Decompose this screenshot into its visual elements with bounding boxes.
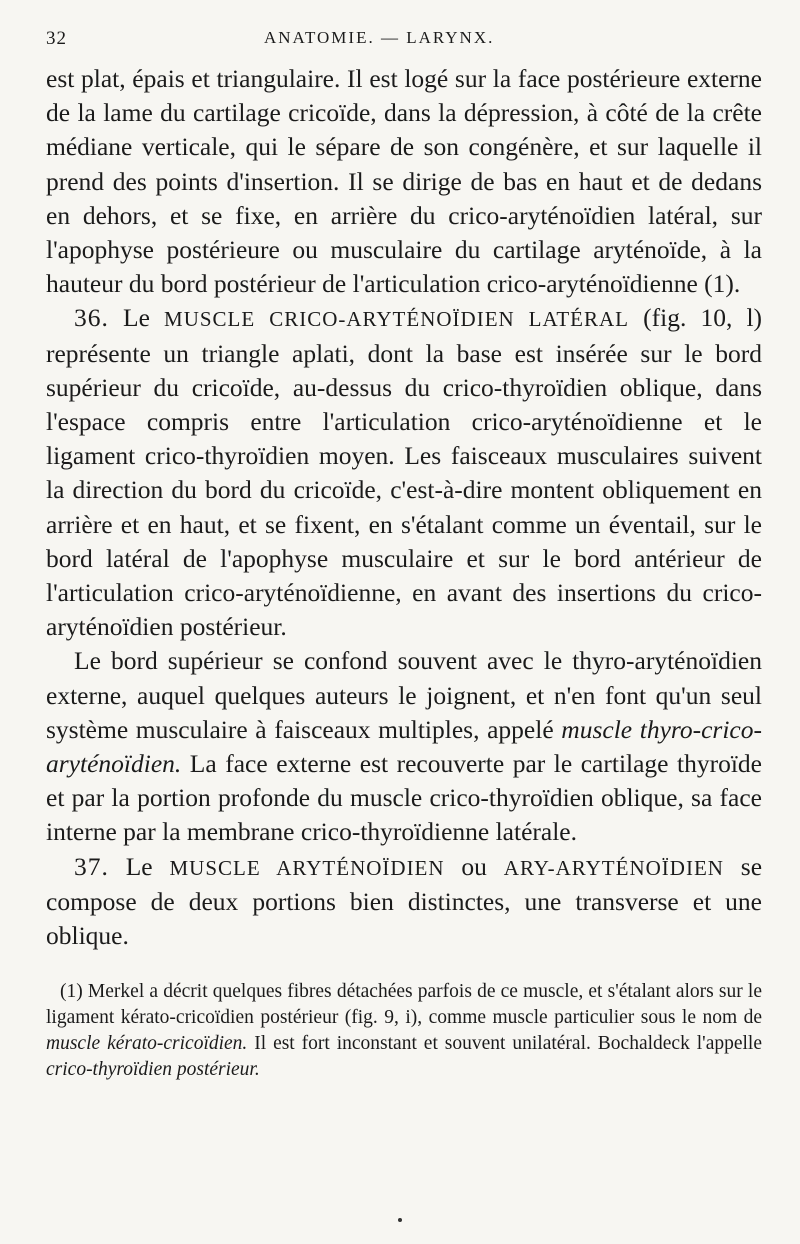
muscle-term-italic: muscle thyro-crico-aryténoïdien.	[46, 714, 762, 779]
paragraph-text: est plat, épais et triangulaire. Il est logé sur la face postérieure externe de la lame du cartilage cricoïde, dans la dépression, à côté de la crête médiane verticale, qui le sépare de son congénère, et sur laquelle il prend des points d'insertion. Il se dirige de bas en haut et de dedans en dehors, et se fixe, en arrière du crico-aryténoïdien latéral, sur l'apophyse postérieure ou musculaire du cartilage aryténoïde, à la hauteur du bord postérieur de l'articulation crico-aryténoïdienne (1).	[46, 64, 762, 299]
running-title: ANATOMIE. — LARYNX.	[264, 28, 495, 47]
footnotes	[46, 979, 762, 1083]
footnote-text-before: Merkel a décrit quelques fibres détachées parfois de ce muscle, et s'étalant alors sur le ligament kérato-cricoïdien postérieur (fig. 9, i), comme muscle particulier sous le nom de	[46, 981, 763, 1029]
page-number: 32	[46, 28, 67, 49]
page-speck	[398, 1218, 402, 1222]
section-number: 37.	[74, 851, 109, 881]
paragraph-text: se compose de deux portions bien distinctes, une transverse et une oblique.	[46, 851, 763, 951]
paragraph-section-36	[46, 301, 762, 644]
conjunction: ou	[461, 851, 487, 881]
section-lead: Le	[125, 851, 153, 881]
section-number: 36.	[74, 303, 109, 333]
paragraph-text-after: La face externe est recouverte par le cartilage thyroïde et par la portion profonde du muscle crico-thyroïdien oblique, sa face interne par la membrane crico-thyroïdienne latérale.	[46, 749, 763, 847]
paragraph-upper-border	[46, 644, 762, 849]
book-page	[46, 24, 762, 1083]
footnote-marker: (1)	[60, 981, 83, 1003]
muscle-name-heading: MUSCLE CRICO-ARYTÉNOÏDIEN LATÉRAL	[164, 307, 630, 332]
muscle-alt-name-heading: ARY-ARYTÉNOÏDIEN	[503, 855, 724, 880]
paragraph-continuation	[46, 62, 762, 301]
footnote-italic-term-2: crico-thyroïdien postérieur.	[46, 1059, 260, 1081]
page-header	[46, 24, 762, 62]
section-lead: Le	[123, 303, 150, 333]
footnote-text-middle: Il est fort inconstant et souvent unilatéral. Bochaldeck l'appelle	[254, 1033, 762, 1055]
muscle-name-heading: MUSCLE ARYTÉNOÏDIEN	[169, 855, 445, 880]
body-text	[46, 62, 762, 953]
footnote-italic-term: muscle kérato-cricoïdien.	[46, 1033, 248, 1055]
paragraph-text-before: Le bord supérieur se confond souvent avec le thyro-aryténoïdien externe, auquel quelques auteurs le joignent, et n'en font qu'un seul système musculaire à faisceaux multiples, appelé	[46, 646, 762, 744]
paragraph-text: (fig. 10, l) représente un triangle aplati, dont la base est insérée sur le bord supérieur du cricoïde, au-dessus du crico-thyroïdien oblique, dans l'espace compris entre l'articulation crico-aryténoïdienne et le ligament crico-thyroïdien moyen. Les faisceaux musculaires suivent la direction du bord du cricoïde, c'est-à-dire montent obliquement en arrière et en haut, et se fixent, en s'étalant comme un éventail, sur le bord latéral de l'apophyse musculaire et sur le bord antérieur de l'articulation crico-aryténoïdienne, en avant des insertions du crico-aryténoïdien postérieur.	[46, 303, 763, 642]
footnote-1	[46, 979, 762, 1083]
paragraph-section-37	[46, 850, 762, 954]
